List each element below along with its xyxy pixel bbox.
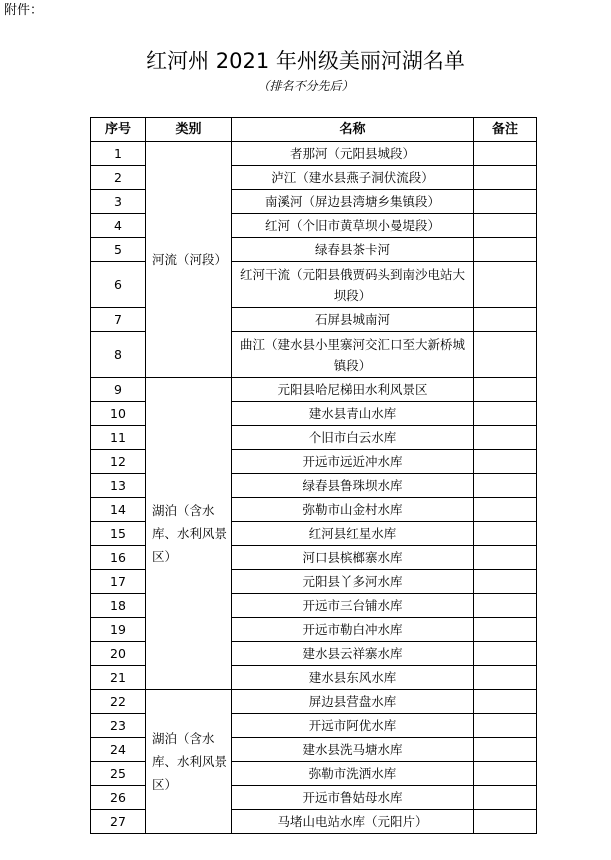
row-name: 弥勒市洗洒水库: [232, 762, 474, 786]
row-note: [474, 498, 537, 522]
row-note: [474, 714, 537, 738]
row-name: 元阳县丫多河水库: [232, 570, 474, 594]
row-note: [474, 690, 537, 714]
row-no: 26: [91, 786, 146, 810]
category-label: 河流（河段）: [152, 252, 228, 267]
row-name: 河口县槟榔寨水库: [232, 546, 474, 570]
row-no: 1: [91, 142, 146, 166]
category-label: 湖泊（含水库、水利风景区）: [152, 503, 228, 564]
page-title: 红河州 2021 年州级美丽河湖名单: [146, 49, 465, 73]
row-name: 屏边县营盘水库: [232, 690, 474, 714]
row-no: 7: [91, 308, 146, 332]
row-name: 马堵山电站水库（元阳片）: [232, 810, 474, 834]
row-note: [474, 786, 537, 810]
category-cell-lake-b: [146, 690, 232, 834]
row-no: 13: [91, 474, 146, 498]
row-note: [474, 142, 537, 166]
row-no: 11: [91, 426, 146, 450]
row-name: 建水县洗马塘水库: [232, 738, 474, 762]
row-name: 元阳县哈尼梯田水利风景区: [232, 378, 474, 402]
row-no: 14: [91, 498, 146, 522]
row-name: 开远市勒白冲水库: [232, 618, 474, 642]
row-no: 25: [91, 762, 146, 786]
row-no: 17: [91, 570, 146, 594]
row-name: 个旧市白云水库: [232, 426, 474, 450]
category-cell-lake-a: [146, 378, 232, 690]
table-row: [91, 690, 537, 714]
row-name: 开远市远近冲水库: [232, 450, 474, 474]
row-no: 24: [91, 738, 146, 762]
row-name: 红河县红星水库: [232, 522, 474, 546]
row-name: 开远市三台铺水库: [232, 594, 474, 618]
river-lake-table: [90, 117, 537, 834]
row-note: [474, 214, 537, 238]
row-no: 4: [91, 214, 146, 238]
row-no: 5: [91, 238, 146, 262]
header-note: 备注: [474, 118, 537, 142]
row-name: 建水县云祥寨水库: [232, 642, 474, 666]
row-note: [474, 190, 537, 214]
row-no: 8: [91, 332, 146, 378]
page-subtitle: （排名不分先后）: [257, 79, 354, 93]
row-name: 弥勒市山金村水库: [232, 498, 474, 522]
row-no: 21: [91, 666, 146, 690]
row-no: 6: [91, 262, 146, 308]
row-note: [474, 762, 537, 786]
row-name: 开远市阿优水库: [232, 714, 474, 738]
row-no: 12: [91, 450, 146, 474]
header-no: 序号: [91, 118, 146, 142]
row-note: [474, 238, 537, 262]
row-note: [474, 738, 537, 762]
row-no: 2: [91, 166, 146, 190]
category-cell-river: [146, 142, 232, 378]
header-category: 类别: [146, 118, 232, 142]
row-name: 石屏县城南河: [232, 308, 474, 332]
row-no: 16: [91, 546, 146, 570]
row-note: [474, 642, 537, 666]
row-no: 27: [91, 810, 146, 834]
row-no: 3: [91, 190, 146, 214]
row-no: 18: [91, 594, 146, 618]
row-name: 者那河（元阳县城段）: [232, 142, 474, 166]
row-name: 绿春县鲁珠坝水库: [232, 474, 474, 498]
row-name: 泸江（建水县燕子洞伏流段）: [232, 166, 474, 190]
row-note: [474, 666, 537, 690]
row-name: 绿春县茶卡河: [232, 238, 474, 262]
row-name: 建水县青山水库: [232, 402, 474, 426]
row-no: 19: [91, 618, 146, 642]
table-row: [91, 142, 537, 166]
row-note: [474, 308, 537, 332]
row-no: 9: [91, 378, 146, 402]
row-note: [474, 450, 537, 474]
row-note: [474, 166, 537, 190]
category-label: 湖泊（含水库、水利风景区）: [152, 731, 228, 792]
row-name: 开远市鲁姑母水库: [232, 786, 474, 810]
table-row: [91, 378, 537, 402]
row-no: 23: [91, 714, 146, 738]
row-note: [474, 426, 537, 450]
row-note: [474, 594, 537, 618]
row-no: 10: [91, 402, 146, 426]
row-note: [474, 402, 537, 426]
row-note: [474, 474, 537, 498]
row-no: 15: [91, 522, 146, 546]
row-name: 南溪河（屏边县湾塘乡集镇段）: [232, 190, 474, 214]
row-note: [474, 618, 537, 642]
row-name: 红河干流（元阳县俄贾码头到南沙电站大坝段）: [232, 262, 474, 308]
row-name: 曲江（建水县小里寨河交汇口至大新桥城镇段）: [232, 332, 474, 378]
header-name: 名称: [232, 118, 474, 142]
row-name: 建水县东风水库: [232, 666, 474, 690]
row-note: [474, 332, 537, 378]
attachment-label: 附件：: [4, 3, 44, 18]
table-header-row: [91, 118, 537, 142]
row-note: [474, 378, 537, 402]
row-note: [474, 570, 537, 594]
row-note: [474, 810, 537, 834]
row-no: 20: [91, 642, 146, 666]
row-no: 22: [91, 690, 146, 714]
row-note: [474, 522, 537, 546]
row-name: 红河（个旧市黄草坝小曼堤段）: [232, 214, 474, 238]
row-note: [474, 546, 537, 570]
row-note: [474, 262, 537, 308]
